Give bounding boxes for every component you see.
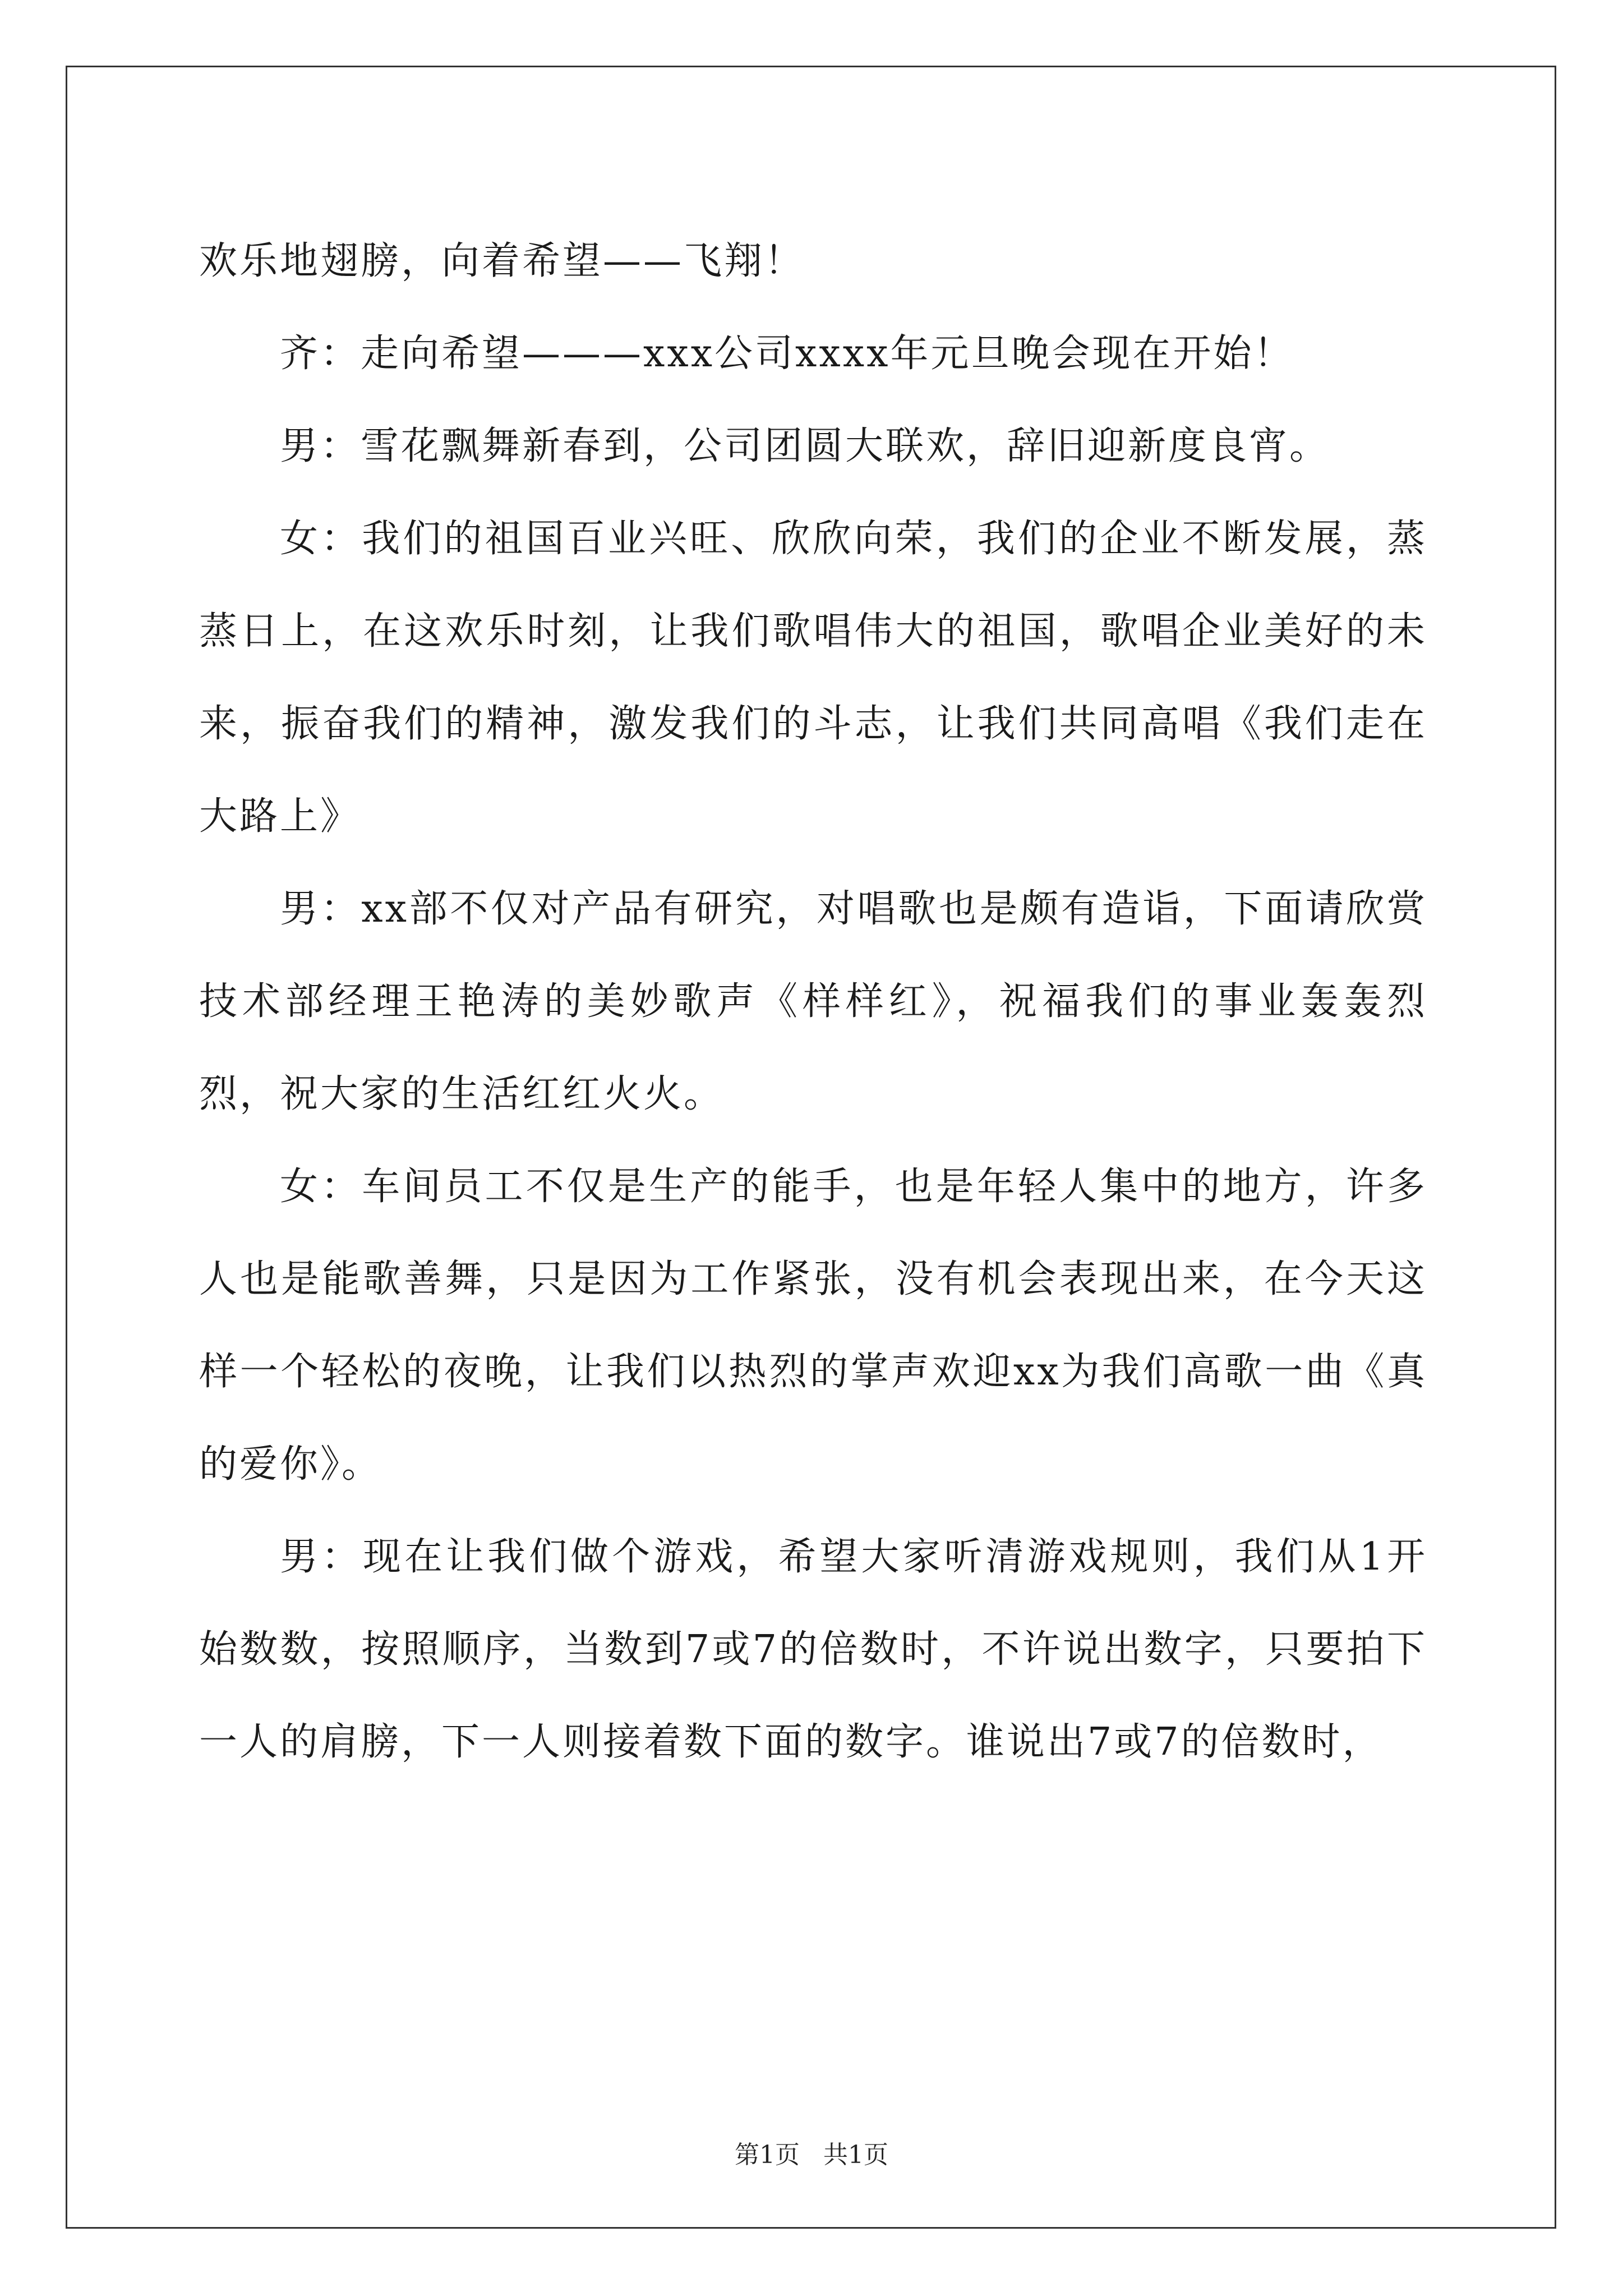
- page-footer: 第1页 共1页: [735, 2141, 888, 2169]
- paragraph-3: 男：雪花飘舞新春到，公司团圆大联欢，辞旧迎新度良宵。: [280, 424, 1330, 468]
- paragraph-2: 齐：走向希望———xxx公司xxxx年元旦晚会现在开始！: [280, 332, 1294, 376]
- document-body: [199, 213, 1427, 1788]
- paragraph-4: 女：我们的祖国百业兴旺、欣欣向荣，我们的企业不断发展，蒸蒸日上，在这欢乐时刻，让我们歌唱伟大的祖国，歌唱企业美好的未来，振奋我们的精神，激发我们的斗志，让我们共同高唱《我们走在大路上》: [199, 517, 1427, 839]
- paragraph-1: 欢乐地翅膀，向着希望——飞翔！: [199, 239, 805, 283]
- paragraph-7: 男：现在让我们做个游戏，希望大家听清游戏规则，我们从1开始数数，按照顺序，当数到7或7的倍数时，不许说出数字，只要拍下一人的肩膀，下一人则接着数下面的数字。谁说出7或7的倍数时，: [199, 1535, 1427, 1764]
- paragraph-5: 男：xx部不仅对产品有研究，对唱歌也是颇有造诣，下面请欣赏技术部经理王艳涛的美妙歌声《样样红》，祝福我们的事业轰轰烈烈，祝大家的生活红红火火。: [199, 887, 1427, 1116]
- paragraph-6: 女：车间员工不仅是生产的能手，也是年轻人集中的地方，许多人也是能歌善舞，只是因为工作紧张，没有机会表现出来，在今天这样一个轻松的夜晚，让我们以热烈的掌声欢迎xx为我们高歌一曲《真的爱你》。: [199, 1165, 1427, 1487]
